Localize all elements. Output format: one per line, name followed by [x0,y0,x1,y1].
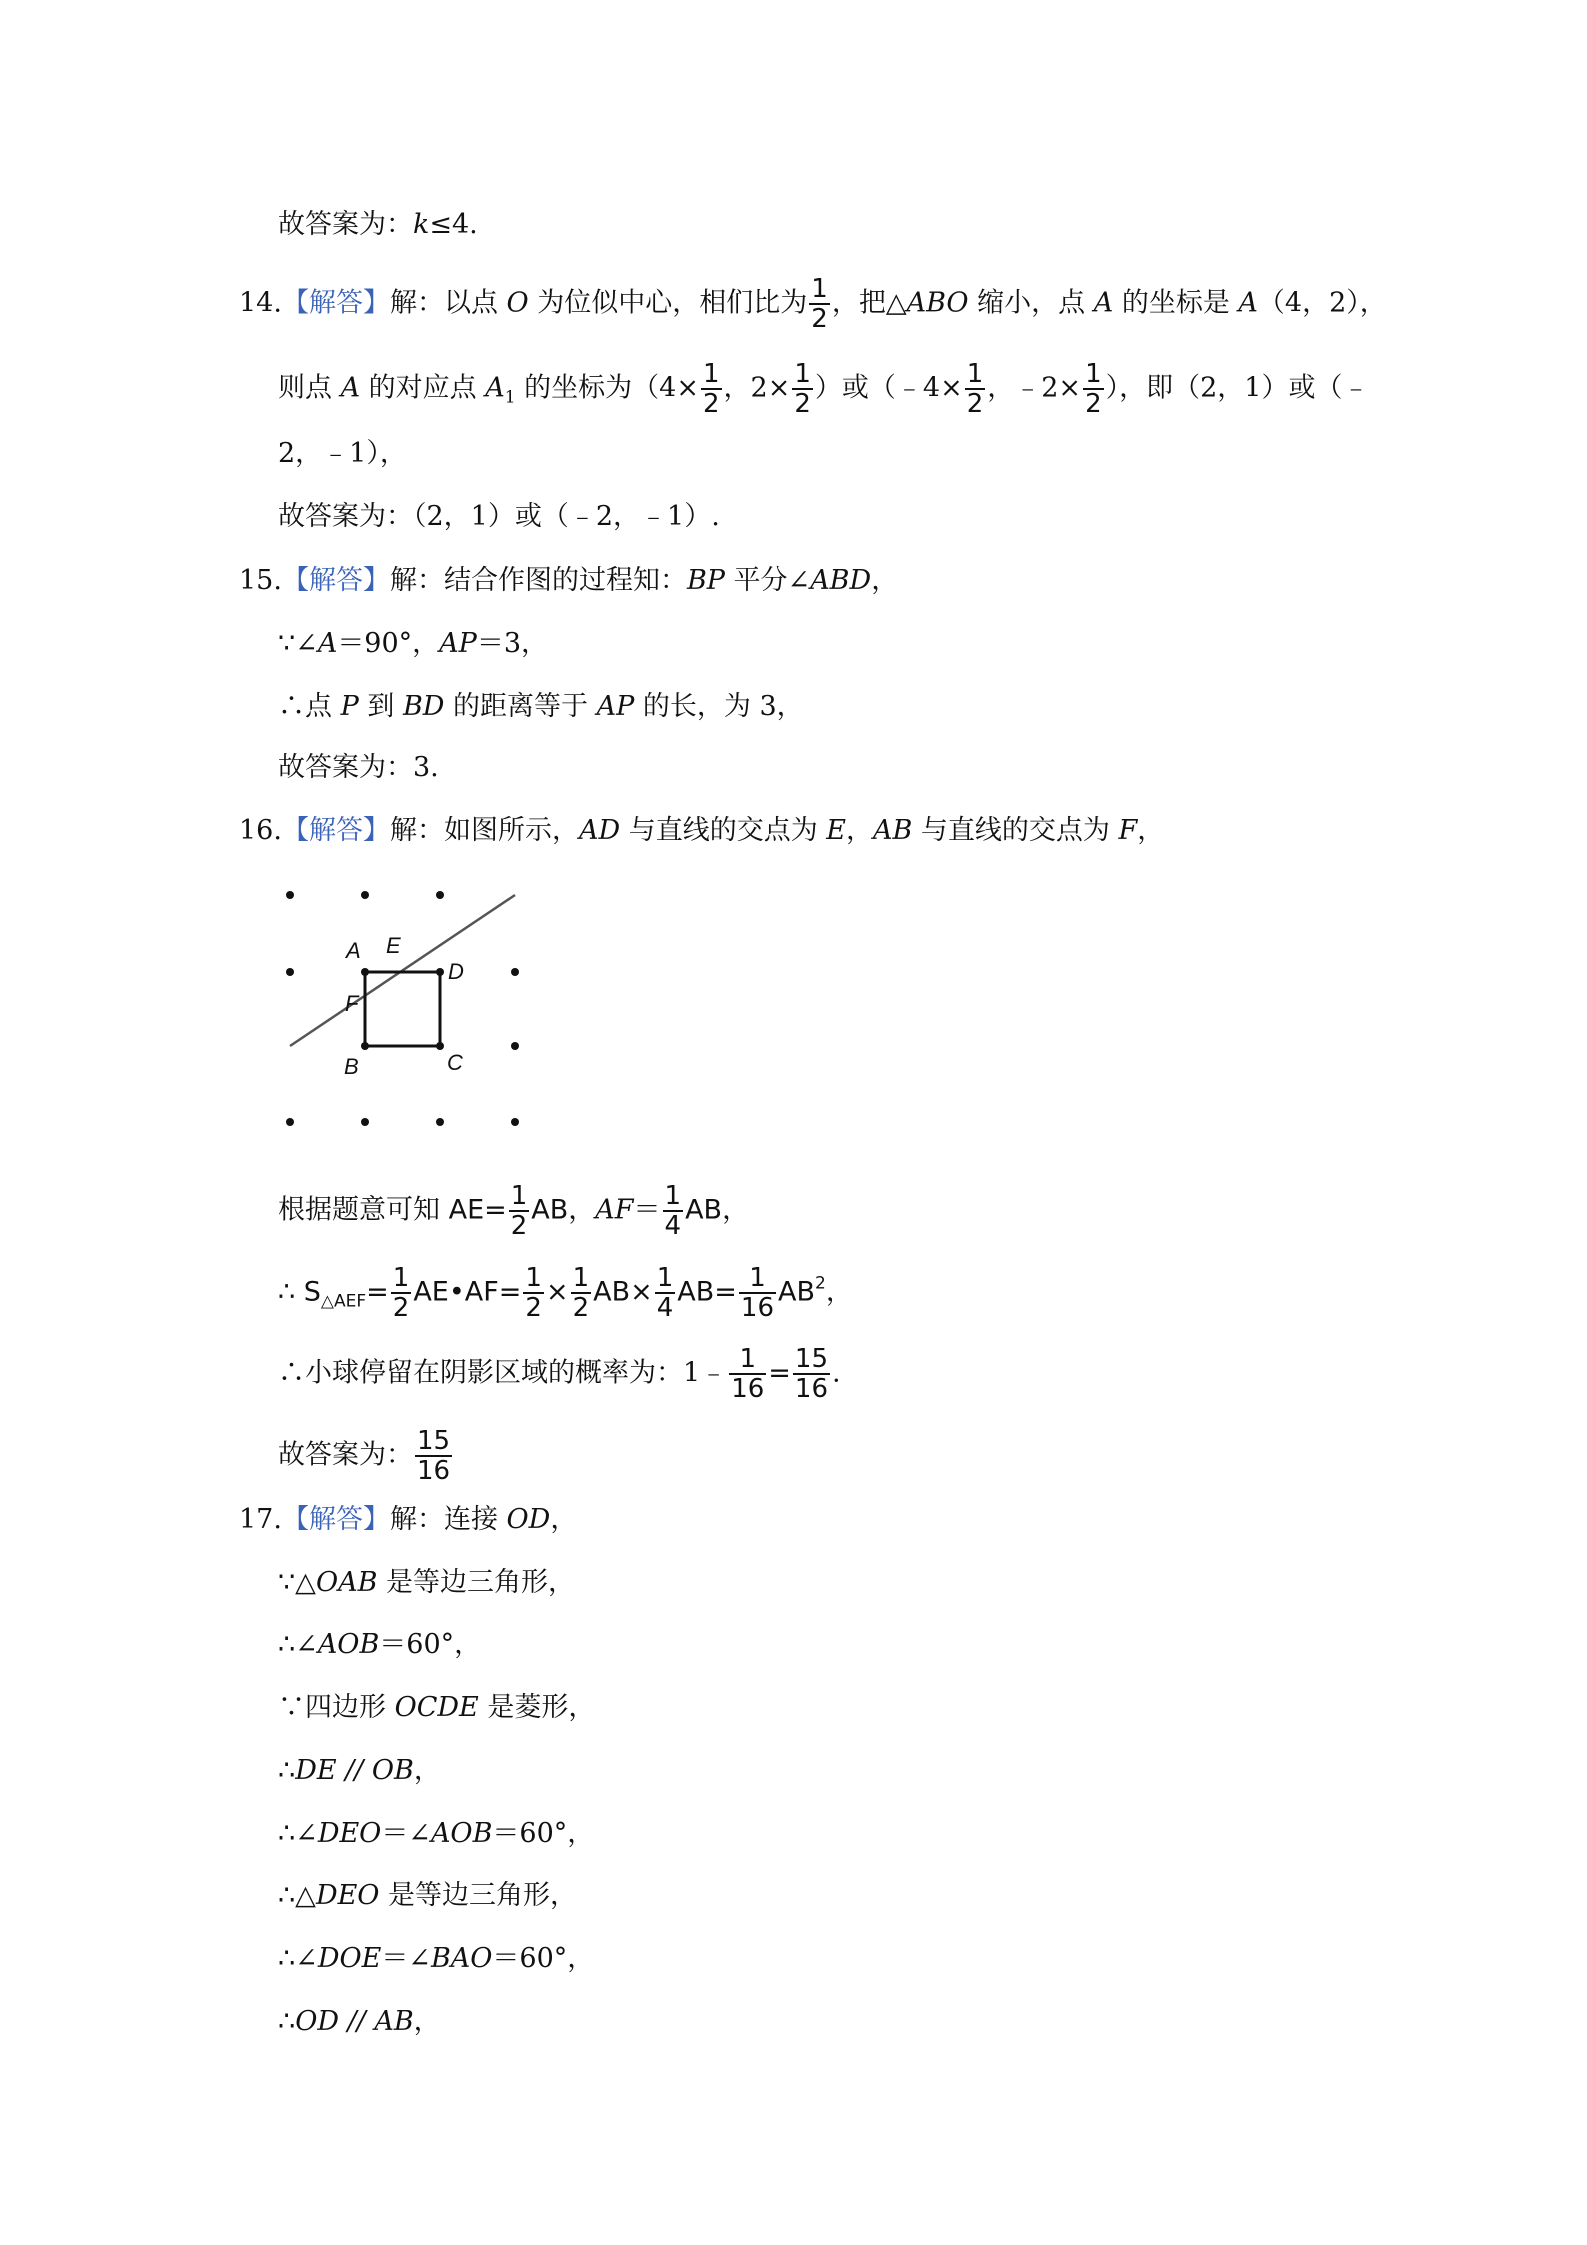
grid-dot [511,1042,519,1050]
square-vertices [361,968,444,1050]
fraction-half: $\frac{1}{2}$ [794,359,811,419]
fraction-half: $\frac{1}{2}$ [702,359,720,419]
problem-16-line-4: ∴小球停留在阴影区域的概率为：1﹣ $\frac{1}{16}$ = $\frac{15}{16}$ . [278,1344,841,1404]
problem-17-step-7: ∴∠DOE＝∠BAO＝60°， [278,1943,595,1974]
fraction-half: $\frac{1}{2}$ [510,1181,528,1241]
fraction-sixteenth: $\frac{1}{16}$ [740,1263,775,1323]
problem-17-step-3: ∵四边形 OCDE 是菱形， [278,1692,596,1723]
label-d: D [448,959,464,984]
answer-14: 故答案为：（2，1）或（﹣2，﹣1）. [278,501,720,532]
problem-17-line-1: 17.【解答】解：连接 OD， [239,1504,578,1535]
square-abcd [365,972,440,1046]
fraction-half: $\frac{1}{2}$ [1085,359,1102,419]
vertex-c [436,1042,444,1050]
problem-17-step-8: ∴OD // AB， [278,2006,441,2037]
vertex-a [361,968,369,976]
label-f: F [345,991,359,1016]
fraction-sixteenth: $\frac{1}{16}$ [731,1344,765,1404]
problem-15-line-3: ∴点 P 到 BD 的距离等于 AP 的长，为 3， [278,691,804,722]
label-e: E [386,933,401,958]
problem-16-line-2: 根据题意可知 AE= $\frac{1}{2}$ AB，AF＝ $\frac{1}{4}$ AB， [278,1181,750,1241]
problem-15-line-2: ∵∠A＝90°，AP＝3， [278,628,549,659]
label-c: C [447,1050,463,1075]
fraction-fifteen-sixteenths: $\frac{15}{16}$ [794,1344,828,1404]
problem-17-step-5: ∴∠DEO＝∠AOB＝60°， [278,1818,595,1849]
fraction-half: $\frac{1}{2}$ [525,1263,542,1323]
grid-dot [286,968,294,976]
fraction-half: $\frac{1}{2}$ [572,1263,590,1323]
grid-dot [511,968,519,976]
problem-17-step-1: ∵△OAB 是等边三角形， [278,1567,576,1598]
problem-14-line-2: 则点 A 的对应点 $A_1$ 的坐标为（4× $\frac{1}{2}$ ，2× $\frac{1}{2}$ ）或（﹣4× $\frac{1}{2}$ ，﹣2× $\frac{1}{2}$ ），即（2，1）或（﹣ [278,359,1370,419]
label-b: B [344,1054,359,1079]
grid-dots [286,891,519,1126]
grid-dot [361,1118,369,1126]
fraction-half: $\frac{1}{2}$ [966,359,984,419]
fraction-fifteen-sixteenths: $\frac{15}{16}$ [417,1426,451,1486]
grid-dot [436,891,444,899]
problem-14-line-1: 14.【解答】解：以点 O 为位似中心，相们比为 $\frac{1}{2}$ ，把△ABO 缩小，点 A 的坐标是 A（4，2）， [239,274,1387,334]
label-a: A [346,938,361,963]
answer-13: 故答案为：k≤4. [278,209,478,240]
problem-17-step-6: ∴△DEO 是等边三角形， [278,1880,578,1911]
solution-tag: 【解答】 [281,1504,390,1535]
vertex-d [436,968,444,976]
fraction-half: $\frac{1}{2}$ [811,274,828,334]
problem-16-line-1: 16.【解答】解：如图所示，AD 与直线的交点为 E，AB 与直线的交点为 F， [239,815,1165,846]
solution-tag: 【解答】 [281,815,390,846]
grid-figure [270,880,540,1140]
grid-dot [361,891,369,899]
answer-16: 故答案为： $\frac{15}{16}$ [278,1426,451,1486]
problem-17-step-2: ∴∠AOB＝60°， [278,1629,482,1660]
vertex-b [361,1042,369,1050]
problem-14-line-3: 2，﹣1）， [278,438,407,469]
problem-16-line-3: ∴ $S_{\triangle AEF}=$ $\frac{1}{2}$ AE•AF= $\frac{1}{2}$ × $\frac{1}{2}$ AB× $\frac{1}{4}$ AB= $\frac{1}{16}$ $AB^2$， [278,1263,853,1323]
problem-15-line-1: 15.【解答】解：结合作图的过程知：BP 平分∠ABD， [239,565,899,596]
fraction-quarter: $\frac{1}{4}$ [656,1263,674,1323]
solution-tag: 【解答】 [281,565,390,596]
solution-tag: 【解答】 [281,287,390,319]
grid-dot [286,891,294,899]
fraction-half: $\frac{1}{2}$ [392,1263,410,1323]
problem-17-step-4: ∴DE // OB， [278,1755,441,1786]
fraction-quarter: $\frac{1}{4}$ [664,1181,682,1241]
grid-dot [436,1118,444,1126]
answer-15: 故答案为：3. [278,752,439,783]
grid-dot [511,1118,519,1126]
grid-dot [286,1118,294,1126]
